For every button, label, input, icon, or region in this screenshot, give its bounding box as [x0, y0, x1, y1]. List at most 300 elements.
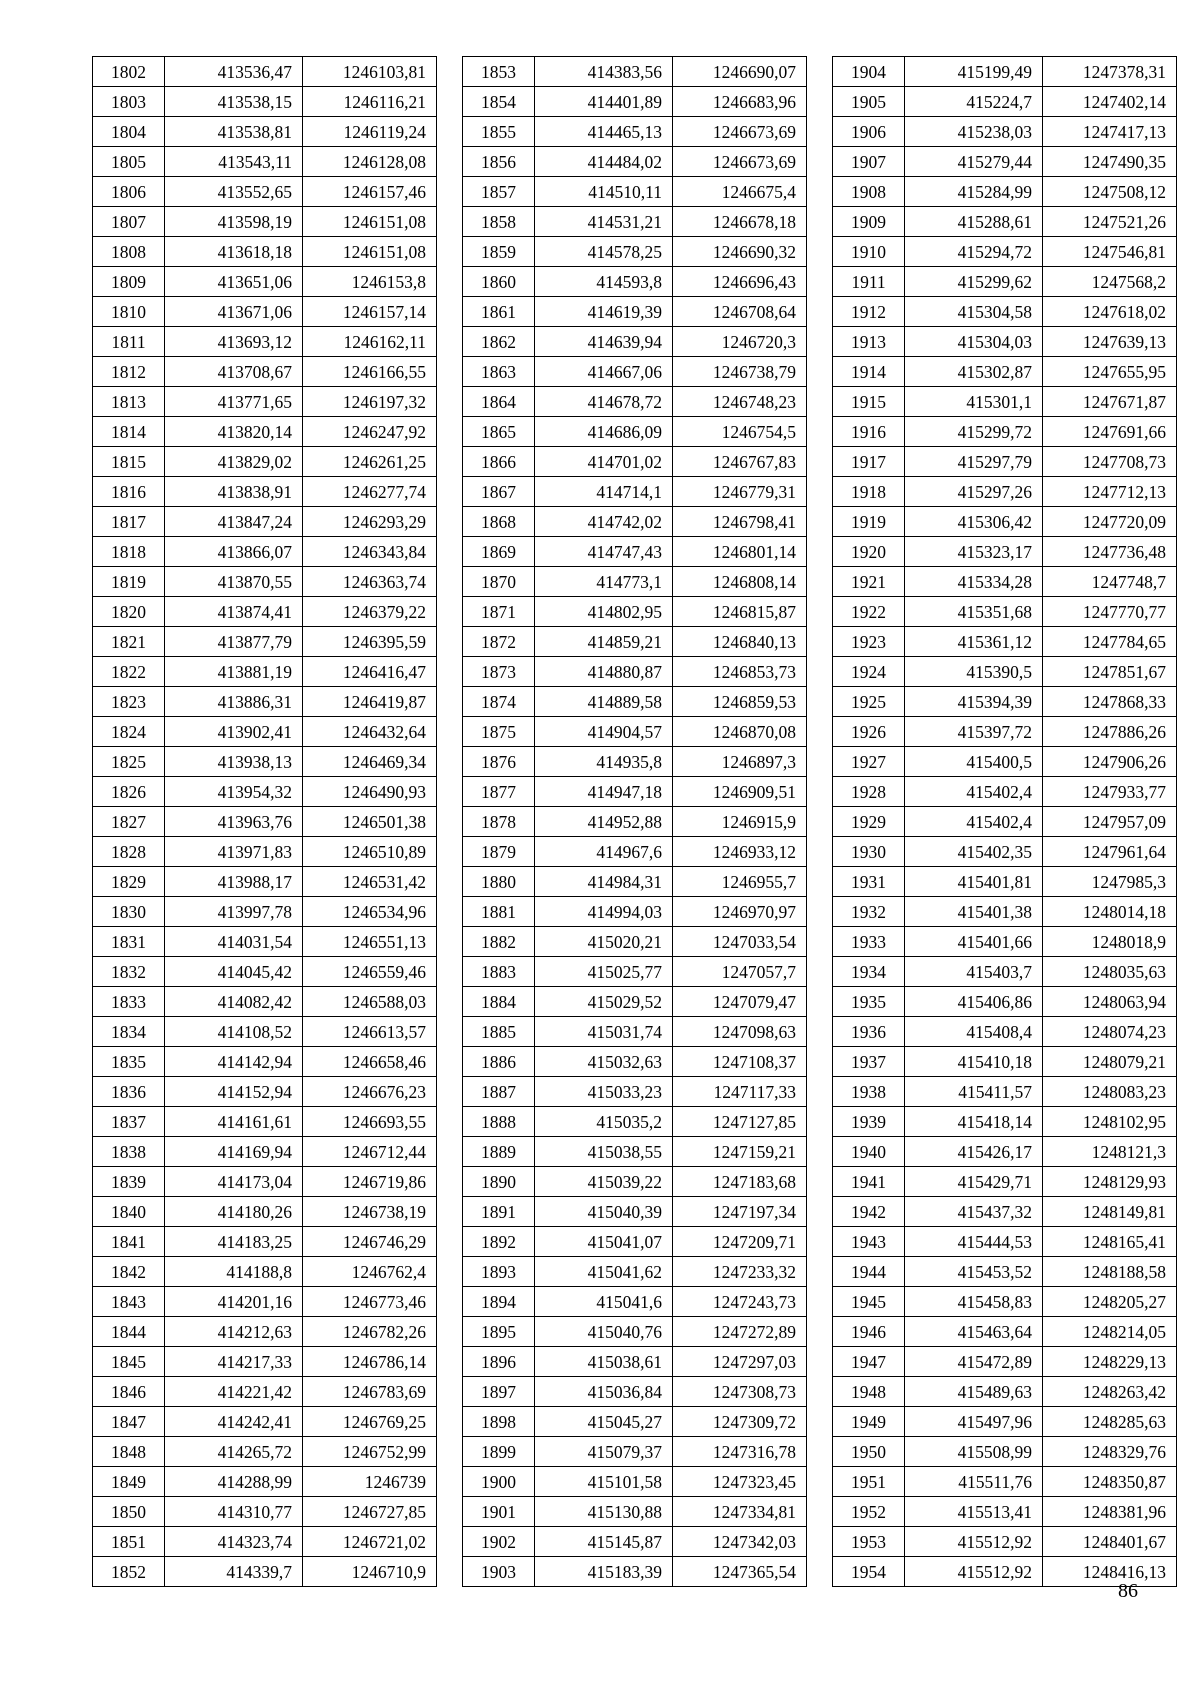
point-number-cell: 1862 — [463, 327, 535, 357]
y-coordinate-cell: 1246773,46 — [303, 1287, 437, 1317]
point-number-cell: 1949 — [833, 1407, 905, 1437]
point-number-cell: 1849 — [93, 1467, 165, 1497]
table-row — [463, 867, 807, 897]
table-row — [463, 1197, 807, 1227]
table-row — [833, 267, 1177, 297]
y-coordinate-cell: 1246909,51 — [673, 777, 807, 807]
x-coordinate-cell: 415224,7 — [905, 87, 1043, 117]
table-row — [93, 867, 437, 897]
y-coordinate-cell: 1246419,87 — [303, 687, 437, 717]
y-coordinate-cell: 1246534,96 — [303, 897, 437, 927]
y-coordinate-cell: 1246915,9 — [673, 807, 807, 837]
y-coordinate-cell: 1248102,95 — [1043, 1107, 1177, 1137]
point-number-cell: 1845 — [93, 1347, 165, 1377]
point-number-cell: 1850 — [93, 1497, 165, 1527]
point-number-cell: 1933 — [833, 927, 905, 957]
x-coordinate-cell: 413874,41 — [165, 597, 303, 627]
point-number-cell: 1890 — [463, 1167, 535, 1197]
point-number-cell: 1927 — [833, 747, 905, 777]
table-row — [93, 1107, 437, 1137]
point-number-cell: 1902 — [463, 1527, 535, 1557]
x-coordinate-cell: 414593,8 — [535, 267, 673, 297]
x-coordinate-cell: 413708,67 — [165, 357, 303, 387]
point-number-cell: 1863 — [463, 357, 535, 387]
table-row — [463, 1407, 807, 1437]
y-coordinate-cell: 1246746,29 — [303, 1227, 437, 1257]
y-coordinate-cell: 1248285,63 — [1043, 1407, 1177, 1437]
y-coordinate-cell: 1246779,31 — [673, 477, 807, 507]
point-number-cell: 1816 — [93, 477, 165, 507]
y-coordinate-cell: 1246739 — [303, 1467, 437, 1497]
table-row — [833, 237, 1177, 267]
table-row — [463, 1167, 807, 1197]
x-coordinate-cell: 414212,63 — [165, 1317, 303, 1347]
x-coordinate-cell: 414747,43 — [535, 537, 673, 567]
table-row — [93, 627, 437, 657]
table-row — [833, 537, 1177, 567]
y-coordinate-cell: 1246247,92 — [303, 417, 437, 447]
y-coordinate-cell: 1247098,63 — [673, 1017, 807, 1047]
x-coordinate-cell: 415513,41 — [905, 1497, 1043, 1527]
point-number-cell: 1856 — [463, 147, 535, 177]
point-number-cell: 1884 — [463, 987, 535, 1017]
y-coordinate-cell: 1247079,47 — [673, 987, 807, 1017]
table-row — [833, 1107, 1177, 1137]
table-row — [463, 777, 807, 807]
x-coordinate-cell: 414889,58 — [535, 687, 673, 717]
point-number-cell: 1925 — [833, 687, 905, 717]
x-coordinate-cell: 415489,63 — [905, 1377, 1043, 1407]
table-row — [463, 657, 807, 687]
x-coordinate-cell: 415297,26 — [905, 477, 1043, 507]
table-row — [833, 627, 1177, 657]
point-number-cell: 1909 — [833, 207, 905, 237]
point-number-cell: 1921 — [833, 567, 905, 597]
table-row — [463, 147, 807, 177]
x-coordinate-cell: 415426,17 — [905, 1137, 1043, 1167]
point-number-cell: 1910 — [833, 237, 905, 267]
x-coordinate-cell: 414339,7 — [165, 1557, 303, 1587]
x-coordinate-cell: 414578,25 — [535, 237, 673, 267]
point-number-cell: 1812 — [93, 357, 165, 387]
x-coordinate-cell: 414465,13 — [535, 117, 673, 147]
table-row — [463, 1287, 807, 1317]
x-coordinate-cell: 414242,41 — [165, 1407, 303, 1437]
point-number-cell: 1827 — [93, 807, 165, 837]
table-body — [463, 57, 807, 1587]
x-coordinate-cell: 414180,26 — [165, 1197, 303, 1227]
point-number-cell: 1947 — [833, 1347, 905, 1377]
table-row — [93, 537, 437, 567]
y-coordinate-cell: 1248214,05 — [1043, 1317, 1177, 1347]
y-coordinate-cell: 1247736,48 — [1043, 537, 1177, 567]
table-row — [93, 267, 437, 297]
table-row — [833, 177, 1177, 207]
y-coordinate-cell: 1248229,13 — [1043, 1347, 1177, 1377]
table-row — [833, 447, 1177, 477]
table-row — [93, 447, 437, 477]
x-coordinate-cell: 414201,16 — [165, 1287, 303, 1317]
x-coordinate-cell: 413598,19 — [165, 207, 303, 237]
point-number-cell: 1821 — [93, 627, 165, 657]
x-coordinate-cell: 413838,91 — [165, 477, 303, 507]
point-number-cell: 1951 — [833, 1467, 905, 1497]
point-number-cell: 1944 — [833, 1257, 905, 1287]
point-number-cell: 1886 — [463, 1047, 535, 1077]
y-coordinate-cell: 1246710,9 — [303, 1557, 437, 1587]
y-coordinate-cell: 1247691,66 — [1043, 417, 1177, 447]
y-coordinate-cell: 1246116,21 — [303, 87, 437, 117]
table-row — [463, 1527, 807, 1557]
point-number-cell: 1818 — [93, 537, 165, 567]
x-coordinate-cell: 415040,39 — [535, 1197, 673, 1227]
point-number-cell: 1834 — [93, 1017, 165, 1047]
y-coordinate-cell: 1247961,64 — [1043, 837, 1177, 867]
point-number-cell: 1839 — [93, 1167, 165, 1197]
point-number-cell: 1841 — [93, 1227, 165, 1257]
table-row — [93, 1227, 437, 1257]
y-coordinate-cell: 1247117,33 — [673, 1077, 807, 1107]
table-row — [833, 417, 1177, 447]
x-coordinate-cell: 414031,54 — [165, 927, 303, 957]
table-row — [463, 1377, 807, 1407]
table-row — [93, 1287, 437, 1317]
table-row — [93, 747, 437, 777]
x-coordinate-cell: 415306,42 — [905, 507, 1043, 537]
y-coordinate-cell: 1248329,76 — [1043, 1437, 1177, 1467]
point-number-cell: 1952 — [833, 1497, 905, 1527]
x-coordinate-cell: 415041,6 — [535, 1287, 673, 1317]
table-row — [463, 387, 807, 417]
table-row — [93, 1347, 437, 1377]
point-number-cell: 1853 — [463, 57, 535, 87]
point-number-cell: 1893 — [463, 1257, 535, 1287]
y-coordinate-cell: 1246720,3 — [673, 327, 807, 357]
table-row — [93, 297, 437, 327]
point-number-cell: 1840 — [93, 1197, 165, 1227]
x-coordinate-cell: 413771,65 — [165, 387, 303, 417]
table-row — [463, 717, 807, 747]
table-row — [833, 1527, 1177, 1557]
point-number-cell: 1940 — [833, 1137, 905, 1167]
table-row — [833, 1167, 1177, 1197]
y-coordinate-cell: 1247159,21 — [673, 1137, 807, 1167]
x-coordinate-cell: 413886,31 — [165, 687, 303, 717]
point-number-cell: 1889 — [463, 1137, 535, 1167]
y-coordinate-cell: 1248401,67 — [1043, 1527, 1177, 1557]
table-row — [93, 1497, 437, 1527]
table-row — [833, 1437, 1177, 1467]
y-coordinate-cell: 1246157,14 — [303, 297, 437, 327]
y-coordinate-cell: 1247655,95 — [1043, 357, 1177, 387]
x-coordinate-cell: 415025,77 — [535, 957, 673, 987]
x-coordinate-cell: 414619,39 — [535, 297, 673, 327]
y-coordinate-cell: 1248381,96 — [1043, 1497, 1177, 1527]
x-coordinate-cell: 415020,21 — [535, 927, 673, 957]
x-coordinate-cell: 415039,22 — [535, 1167, 673, 1197]
x-coordinate-cell: 414221,42 — [165, 1377, 303, 1407]
table-row — [463, 447, 807, 477]
y-coordinate-cell: 1248079,21 — [1043, 1047, 1177, 1077]
table-row — [833, 297, 1177, 327]
y-coordinate-cell: 1247671,87 — [1043, 387, 1177, 417]
y-coordinate-cell: 1246738,79 — [673, 357, 807, 387]
table-row — [93, 1257, 437, 1287]
point-number-cell: 1936 — [833, 1017, 905, 1047]
point-number-cell: 1811 — [93, 327, 165, 357]
point-number-cell: 1802 — [93, 57, 165, 87]
point-number-cell: 1929 — [833, 807, 905, 837]
y-coordinate-cell: 1247309,72 — [673, 1407, 807, 1437]
table-row — [463, 1017, 807, 1047]
table-row — [463, 357, 807, 387]
x-coordinate-cell: 414288,99 — [165, 1467, 303, 1497]
point-number-cell: 1946 — [833, 1317, 905, 1347]
x-coordinate-cell: 414984,31 — [535, 867, 673, 897]
point-number-cell: 1918 — [833, 477, 905, 507]
x-coordinate-cell: 413671,06 — [165, 297, 303, 327]
point-number-cell: 1945 — [833, 1287, 905, 1317]
y-coordinate-cell: 1248205,27 — [1043, 1287, 1177, 1317]
table-row — [93, 1017, 437, 1047]
point-number-cell: 1900 — [463, 1467, 535, 1497]
y-coordinate-cell: 1247720,09 — [1043, 507, 1177, 537]
table-row — [93, 117, 437, 147]
point-number-cell: 1855 — [463, 117, 535, 147]
table-row — [463, 537, 807, 567]
y-coordinate-cell: 1246490,93 — [303, 777, 437, 807]
x-coordinate-cell: 414183,25 — [165, 1227, 303, 1257]
y-coordinate-cell: 1246853,73 — [673, 657, 807, 687]
table-row — [463, 207, 807, 237]
x-coordinate-cell: 415299,72 — [905, 417, 1043, 447]
table-row — [463, 747, 807, 777]
x-coordinate-cell: 414152,94 — [165, 1077, 303, 1107]
y-coordinate-cell: 1247272,89 — [673, 1317, 807, 1347]
point-number-cell: 1836 — [93, 1077, 165, 1107]
x-coordinate-cell: 414531,21 — [535, 207, 673, 237]
point-number-cell: 1939 — [833, 1107, 905, 1137]
y-coordinate-cell: 1246721,02 — [303, 1527, 437, 1557]
y-coordinate-cell: 1247402,14 — [1043, 87, 1177, 117]
table-row — [833, 1257, 1177, 1287]
x-coordinate-cell: 415508,99 — [905, 1437, 1043, 1467]
y-coordinate-cell: 1247618,02 — [1043, 297, 1177, 327]
table-row — [93, 837, 437, 867]
x-coordinate-cell: 413543,11 — [165, 147, 303, 177]
table-row — [93, 777, 437, 807]
point-number-cell: 1814 — [93, 417, 165, 447]
point-number-cell: 1914 — [833, 357, 905, 387]
x-coordinate-cell: 413938,13 — [165, 747, 303, 777]
y-coordinate-cell: 1247490,35 — [1043, 147, 1177, 177]
point-number-cell: 1923 — [833, 627, 905, 657]
x-coordinate-cell: 415411,57 — [905, 1077, 1043, 1107]
x-coordinate-cell: 415402,4 — [905, 777, 1043, 807]
y-coordinate-cell: 1246128,08 — [303, 147, 437, 177]
x-coordinate-cell: 414859,21 — [535, 627, 673, 657]
point-number-cell: 1887 — [463, 1077, 535, 1107]
y-coordinate-cell: 1247342,03 — [673, 1527, 807, 1557]
x-coordinate-cell: 414108,52 — [165, 1017, 303, 1047]
table-row — [93, 237, 437, 267]
y-coordinate-cell: 1247868,33 — [1043, 687, 1177, 717]
x-coordinate-cell: 415512,92 — [905, 1527, 1043, 1557]
table-row — [463, 567, 807, 597]
y-coordinate-cell: 1246798,41 — [673, 507, 807, 537]
point-number-cell: 1852 — [93, 1557, 165, 1587]
x-coordinate-cell: 414714,1 — [535, 477, 673, 507]
table-row — [93, 177, 437, 207]
table-row — [93, 57, 437, 87]
x-coordinate-cell: 415351,68 — [905, 597, 1043, 627]
table-row — [833, 957, 1177, 987]
x-coordinate-cell: 415036,84 — [535, 1377, 673, 1407]
y-coordinate-cell: 1248083,23 — [1043, 1077, 1177, 1107]
table-row — [833, 57, 1177, 87]
point-number-cell: 1825 — [93, 747, 165, 777]
table-row — [93, 1557, 437, 1587]
x-coordinate-cell: 415511,76 — [905, 1467, 1043, 1497]
point-number-cell: 1847 — [93, 1407, 165, 1437]
table-row — [93, 1437, 437, 1467]
point-number-cell: 1882 — [463, 927, 535, 957]
y-coordinate-cell: 1246769,25 — [303, 1407, 437, 1437]
table-row — [463, 477, 807, 507]
x-coordinate-cell: 415304,03 — [905, 327, 1043, 357]
point-number-cell: 1913 — [833, 327, 905, 357]
y-coordinate-cell: 1247784,65 — [1043, 627, 1177, 657]
table-row — [93, 1377, 437, 1407]
x-coordinate-cell: 413538,81 — [165, 117, 303, 147]
table-row — [93, 1047, 437, 1077]
x-coordinate-cell: 414142,94 — [165, 1047, 303, 1077]
point-number-cell: 1829 — [93, 867, 165, 897]
x-coordinate-cell: 415238,03 — [905, 117, 1043, 147]
table-row — [463, 87, 807, 117]
y-coordinate-cell: 1246859,53 — [673, 687, 807, 717]
table-row — [463, 1437, 807, 1467]
table-row — [833, 897, 1177, 927]
point-number-cell: 1878 — [463, 807, 535, 837]
table-row — [463, 297, 807, 327]
y-coordinate-cell: 1246762,4 — [303, 1257, 437, 1287]
y-coordinate-cell: 1247957,09 — [1043, 807, 1177, 837]
table-row — [463, 807, 807, 837]
point-number-cell: 1879 — [463, 837, 535, 867]
y-coordinate-cell: 1246501,38 — [303, 807, 437, 837]
y-coordinate-cell: 1246690,32 — [673, 237, 807, 267]
x-coordinate-cell: 414323,74 — [165, 1527, 303, 1557]
point-number-cell: 1866 — [463, 447, 535, 477]
x-coordinate-cell: 414994,03 — [535, 897, 673, 927]
x-coordinate-cell: 414802,95 — [535, 597, 673, 627]
y-coordinate-cell: 1246970,97 — [673, 897, 807, 927]
y-coordinate-cell: 1247297,03 — [673, 1347, 807, 1377]
x-coordinate-cell: 413651,06 — [165, 267, 303, 297]
y-coordinate-cell: 1246293,29 — [303, 507, 437, 537]
x-coordinate-cell: 414510,11 — [535, 177, 673, 207]
point-number-cell: 1932 — [833, 897, 905, 927]
x-coordinate-cell: 413552,65 — [165, 177, 303, 207]
table-row — [833, 1077, 1177, 1107]
x-coordinate-cell: 415397,72 — [905, 717, 1043, 747]
table-row — [833, 1287, 1177, 1317]
point-number-cell: 1851 — [93, 1527, 165, 1557]
x-coordinate-cell: 415453,52 — [905, 1257, 1043, 1287]
y-coordinate-cell: 1248188,58 — [1043, 1257, 1177, 1287]
y-coordinate-cell: 1247108,37 — [673, 1047, 807, 1077]
table-row — [833, 747, 1177, 777]
page-number: 86 — [1118, 1580, 1138, 1602]
point-number-cell: 1864 — [463, 387, 535, 417]
table-row — [93, 657, 437, 687]
x-coordinate-cell: 414678,72 — [535, 387, 673, 417]
point-number-cell: 1872 — [463, 627, 535, 657]
point-number-cell: 1843 — [93, 1287, 165, 1317]
x-coordinate-cell: 415130,88 — [535, 1497, 673, 1527]
y-coordinate-cell: 1246151,08 — [303, 237, 437, 267]
y-coordinate-cell: 1248018,9 — [1043, 927, 1177, 957]
y-coordinate-cell: 1247127,85 — [673, 1107, 807, 1137]
y-coordinate-cell: 1246782,26 — [303, 1317, 437, 1347]
y-coordinate-cell: 1247712,13 — [1043, 477, 1177, 507]
point-number-cell: 1901 — [463, 1497, 535, 1527]
table-row — [463, 237, 807, 267]
table-row — [93, 687, 437, 717]
x-coordinate-cell: 415304,58 — [905, 297, 1043, 327]
x-coordinate-cell: 413870,55 — [165, 567, 303, 597]
point-number-cell: 1868 — [463, 507, 535, 537]
y-coordinate-cell: 1246719,86 — [303, 1167, 437, 1197]
y-coordinate-cell: 1246727,85 — [303, 1497, 437, 1527]
y-coordinate-cell: 1246151,08 — [303, 207, 437, 237]
point-number-cell: 1942 — [833, 1197, 905, 1227]
y-coordinate-cell: 1246588,03 — [303, 987, 437, 1017]
y-coordinate-cell: 1246103,81 — [303, 57, 437, 87]
x-coordinate-cell: 415401,81 — [905, 867, 1043, 897]
y-coordinate-cell: 1248350,87 — [1043, 1467, 1177, 1497]
point-number-cell: 1935 — [833, 987, 905, 1017]
x-coordinate-cell: 413866,07 — [165, 537, 303, 567]
y-coordinate-cell: 1247378,31 — [1043, 57, 1177, 87]
point-number-cell: 1883 — [463, 957, 535, 987]
point-number-cell: 1905 — [833, 87, 905, 117]
x-coordinate-cell: 414082,42 — [165, 987, 303, 1017]
x-coordinate-cell: 415334,28 — [905, 567, 1043, 597]
y-coordinate-cell: 1246675,4 — [673, 177, 807, 207]
y-coordinate-cell: 1246690,07 — [673, 57, 807, 87]
x-coordinate-cell: 415402,35 — [905, 837, 1043, 867]
table-row — [93, 807, 437, 837]
table-row — [93, 87, 437, 117]
y-coordinate-cell: 1246379,22 — [303, 597, 437, 627]
table-row — [93, 987, 437, 1017]
point-number-cell: 1915 — [833, 387, 905, 417]
table-row — [463, 897, 807, 927]
table-row — [93, 147, 437, 177]
y-coordinate-cell: 1248063,94 — [1043, 987, 1177, 1017]
y-coordinate-cell: 1246712,44 — [303, 1137, 437, 1167]
table-row — [833, 1497, 1177, 1527]
x-coordinate-cell: 414383,56 — [535, 57, 673, 87]
x-coordinate-cell: 415033,23 — [535, 1077, 673, 1107]
point-number-cell: 1881 — [463, 897, 535, 927]
table-row — [93, 1077, 437, 1107]
x-coordinate-cell: 414701,02 — [535, 447, 673, 477]
y-coordinate-cell: 1246676,23 — [303, 1077, 437, 1107]
coordinate-table-3 — [832, 56, 1177, 1587]
